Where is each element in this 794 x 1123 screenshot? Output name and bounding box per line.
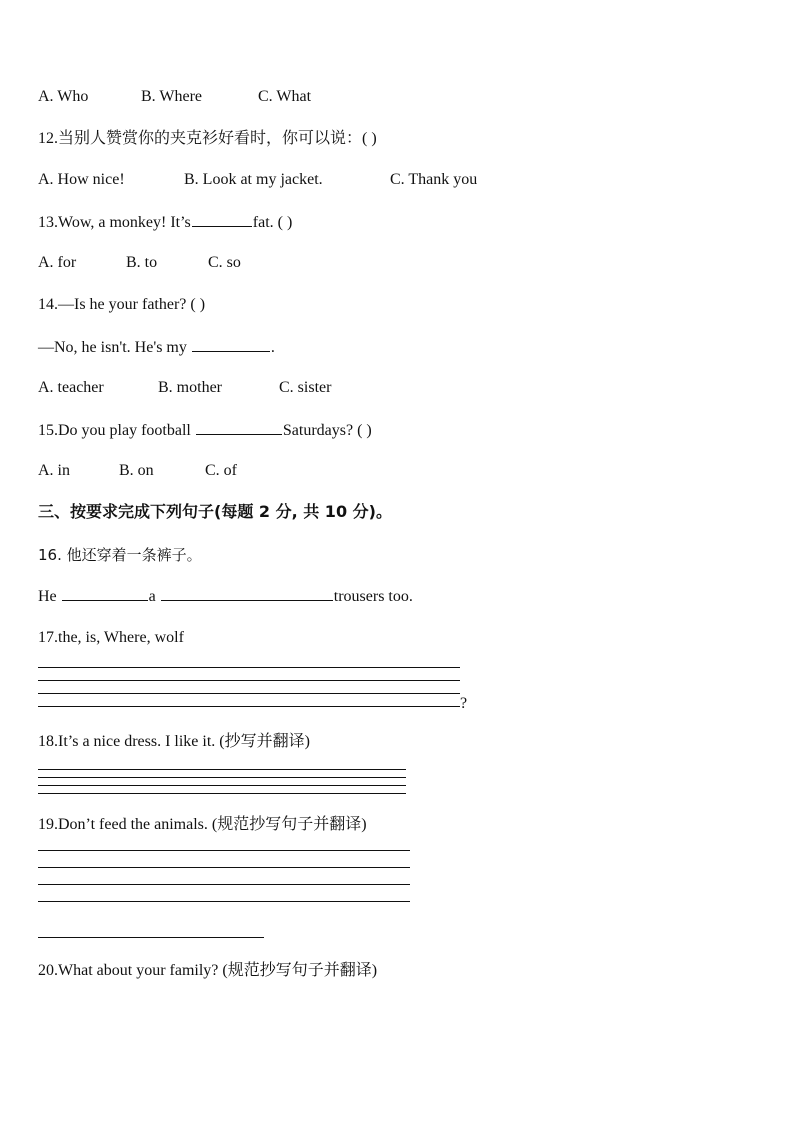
q13-answer-blank[interactable] [192,212,252,227]
q11-options [38,87,311,107]
q17-stem: 17.the, is, Where, wolf [38,629,184,646]
q18-writing-line-2[interactable] [38,777,406,778]
q16-answer-line [38,586,413,607]
q15-answer-blank[interactable] [196,420,282,435]
q15-stem [38,420,372,441]
q12-option-a[interactable]: A. How nice! [38,171,125,188]
q12-option-b[interactable]: B. Look at my jacket. [184,171,323,188]
q15-option-c[interactable]: C. of [205,462,237,479]
q17-writing-line-3[interactable] [38,693,460,694]
q15-option-b[interactable]: B. on [119,462,154,479]
q15-option-a[interactable]: A. in [38,462,70,479]
q16-answer-blank-2[interactable] [161,586,333,601]
q16-answer-blank-1[interactable] [62,586,148,601]
q17-writing-line-2[interactable] [38,680,460,681]
q14-option-c[interactable]: C. sister [279,379,332,396]
q14-option-b[interactable]: B. mother [158,379,222,396]
q13-stem-before: 13.Wow, a monkey! It’s [38,214,191,231]
q13-option-c[interactable]: C. so [208,254,241,271]
q16-stem: 16. 他还穿着一条裤子。 [38,546,202,564]
q13-option-b[interactable]: B. to [126,254,158,271]
q13-option-a[interactable]: A. for [38,254,77,271]
q19-writing-line-2[interactable] [38,867,410,868]
q14-option-a[interactable]: A. teacher [38,379,104,396]
q14-line2-after: . [270,339,275,356]
q20-stem: 20.What about your family? (规范抄写句子并翻译) [38,962,378,979]
q12-option-c[interactable]: C. Thank you [390,171,478,188]
q15-stem-before: 15.Do you play football [38,422,191,439]
q17-question-mark: ? [460,695,468,712]
q16-word-he: He [38,588,57,605]
q11-option-a[interactable]: A. Who [38,88,89,105]
q15-options [38,461,237,481]
q17-writing-line-1[interactable] [38,667,460,668]
q18-stem: 18.It’s a nice dress. I like it. (抄写并翻译) [38,733,310,750]
q19-writing-line-3[interactable] [38,884,410,885]
q15-stem-after: Saturdays? ( ) [282,422,372,439]
q17-writing-line-4[interactable] [38,706,460,707]
q14-answer-blank[interactable] [192,337,270,352]
q19-stem: 19.Don’t feed the animals. (规范抄写句子并翻译) [38,816,367,833]
q14-stem: 14.—Is he your father? ( ) [38,296,206,313]
q19-writing-line-4[interactable] [38,901,410,902]
q13-options [38,253,241,273]
q13-stem-after: fat. ( ) [252,214,293,231]
q14-line2 [38,337,275,358]
q18-writing-line-3[interactable] [38,785,406,786]
q13-stem [38,212,292,233]
q19-writing-line-1[interactable] [38,850,410,851]
q19-writing-line-5[interactable] [38,937,264,938]
q12-options [38,170,477,190]
q14-line2-before: —No, he isn't. He's my [38,339,187,356]
q11-option-c[interactable]: C. What [258,88,312,105]
q18-writing-line-1[interactable] [38,769,406,770]
section3-heading: 三、按要求完成下列句子(每题 2 分, 共 10 分)。 [38,502,392,521]
q16-word-a: a [148,588,156,605]
q18-writing-line-4[interactable] [38,793,406,794]
q12-stem: 12.当别人赞赏你的夹克衫好看时，你可以说：( ) [38,130,377,147]
q14-options [38,378,331,398]
q16-word-trousers: trousers too. [333,588,413,605]
q11-option-b[interactable]: B. Where [141,88,203,105]
